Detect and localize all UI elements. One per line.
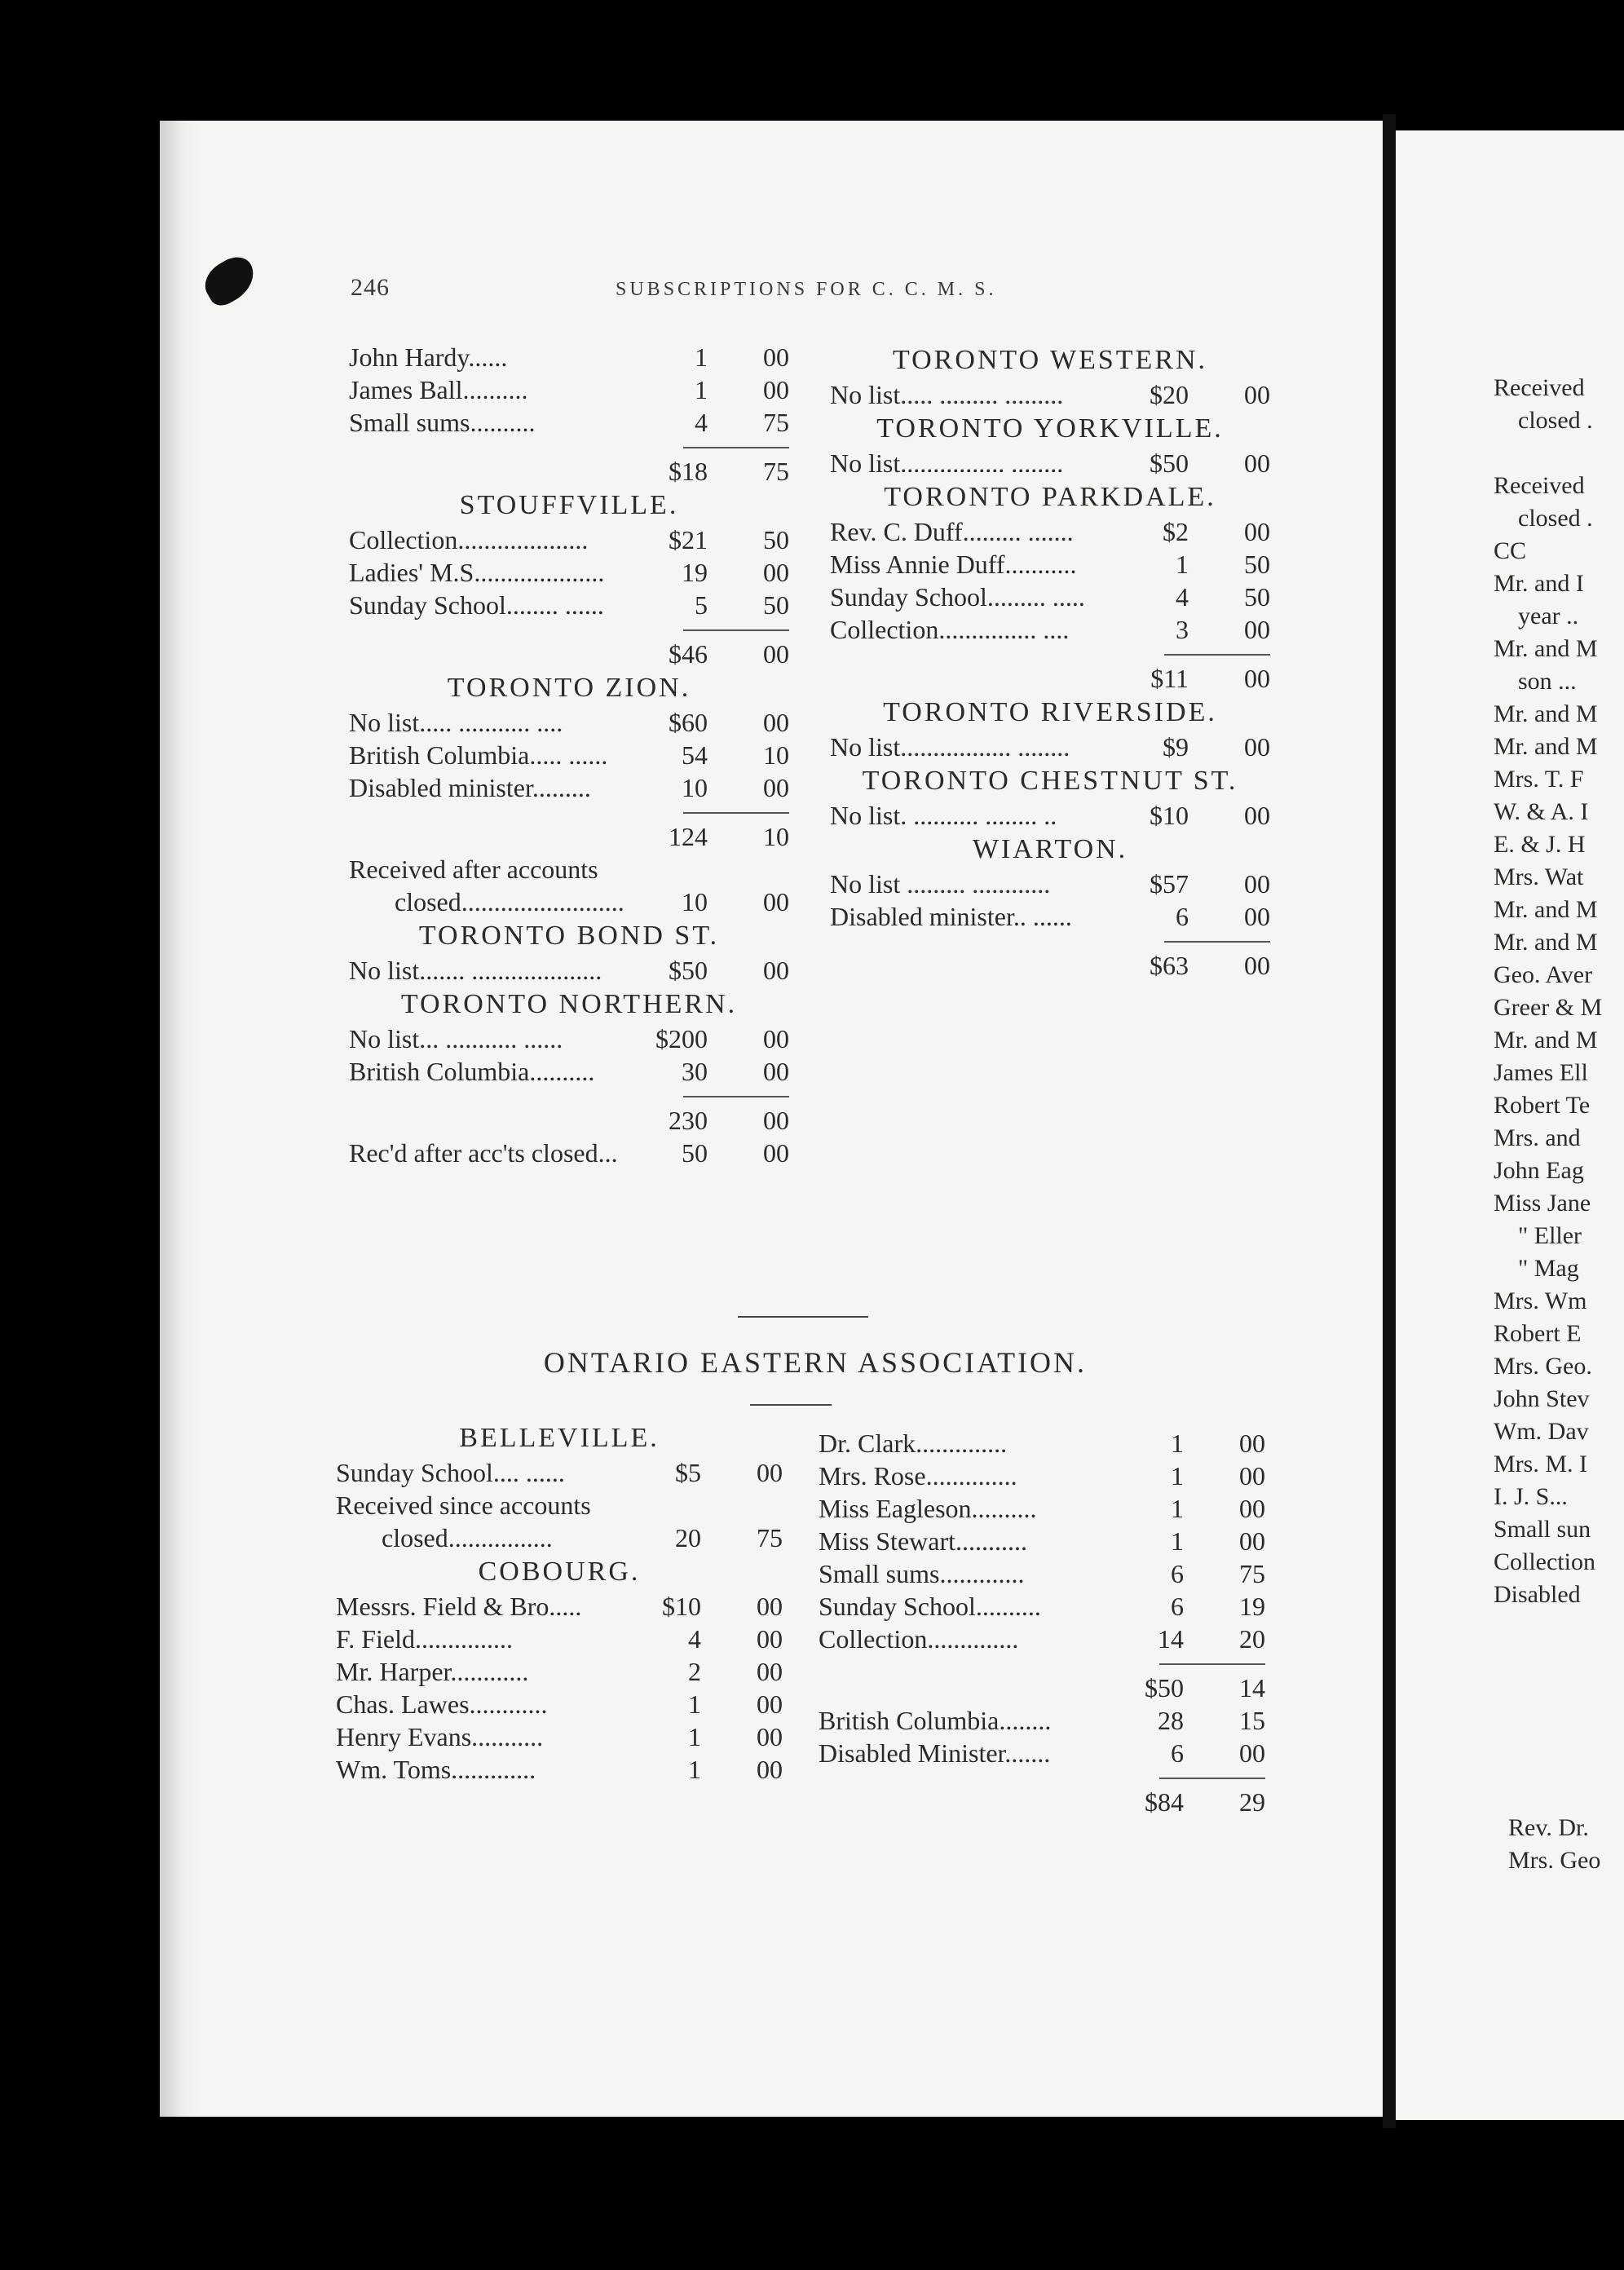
entry-label: No list................ ........ bbox=[830, 448, 1064, 478]
entry-dollars: 28 bbox=[1158, 1706, 1184, 1735]
cut-off-entry: Wm. Dav bbox=[1494, 1418, 1589, 1445]
entry-dollars: 1 bbox=[1171, 1494, 1184, 1523]
entry-row bbox=[830, 515, 1270, 548]
section-heading: TORONTO CHESTNUT ST. bbox=[862, 766, 1238, 796]
entry-cents: 10 bbox=[763, 740, 789, 770]
entry-row bbox=[349, 1137, 789, 1169]
section-heading: TORONTO NORTHERN. bbox=[400, 989, 738, 1019]
entry-row bbox=[336, 1688, 783, 1720]
entry-dollars: 6 bbox=[1176, 902, 1189, 931]
cut-off-entry: Disabled bbox=[1494, 1581, 1581, 1608]
entry-cents: 00 bbox=[1244, 951, 1270, 980]
entry-cents: 00 bbox=[763, 956, 789, 985]
entry-label: Collection.............. bbox=[819, 1624, 1019, 1654]
entry-label: James Ball.......... bbox=[349, 375, 528, 404]
section-heading: COBOURG. bbox=[478, 1557, 641, 1587]
cut-off-entry: I. J. S... bbox=[1494, 1483, 1568, 1510]
entry-row bbox=[336, 1456, 783, 1489]
entry-dollars: 6 bbox=[1171, 1592, 1184, 1621]
entry-dollars: 1 bbox=[695, 375, 708, 404]
section-divider bbox=[738, 1316, 868, 1318]
entry-dollars: 19 bbox=[682, 558, 708, 587]
right-page-text bbox=[1494, 372, 1602, 1611]
entry-row bbox=[349, 589, 789, 621]
sum-rule bbox=[349, 1088, 789, 1104]
right-column-bottom bbox=[819, 1427, 1265, 1818]
entry-cents: 00 bbox=[757, 1458, 783, 1487]
cut-off-entry: Small sun bbox=[1494, 1516, 1591, 1543]
cut-off-entry: son ... bbox=[1518, 668, 1577, 695]
entry-row bbox=[336, 1655, 783, 1688]
entry-dollars: 230 bbox=[669, 1106, 708, 1135]
entry-dollars: 4 bbox=[1176, 582, 1189, 612]
entry-cents: 00 bbox=[763, 342, 789, 372]
entry-cents: 00 bbox=[763, 1138, 789, 1168]
entry-cents: 15 bbox=[1239, 1706, 1265, 1735]
cut-off-entry: Mrs. T. F bbox=[1494, 766, 1584, 793]
total-row bbox=[819, 1786, 1265, 1818]
cut-off-entry: Mrs. Wat bbox=[1494, 863, 1584, 890]
entry-cents: 75 bbox=[763, 408, 789, 437]
entry-dollars: 30 bbox=[682, 1057, 708, 1086]
total-row bbox=[830, 662, 1270, 695]
page-gutter bbox=[1383, 114, 1396, 2128]
entry-dollars: $11 bbox=[1150, 664, 1189, 693]
entry-cents: 00 bbox=[1244, 801, 1270, 830]
entry-cents: 00 bbox=[763, 708, 789, 737]
entry-label: British Columbia..... ...... bbox=[349, 740, 608, 770]
entry-row bbox=[349, 523, 789, 556]
cut-off-entry: Received bbox=[1494, 374, 1585, 401]
entry-cents: 00 bbox=[1244, 902, 1270, 931]
entry-dollars: 5 bbox=[695, 590, 708, 620]
cut-off-entry: Mr. and M bbox=[1494, 635, 1598, 662]
entry-dollars: 2 bbox=[688, 1657, 701, 1686]
page-number: 246 bbox=[351, 274, 390, 301]
entry-row bbox=[336, 1590, 783, 1623]
entry-dollars: 1 bbox=[688, 1689, 701, 1719]
entry-cents: 00 bbox=[757, 1592, 783, 1621]
section-heading: TORONTO RIVERSIDE. bbox=[883, 697, 1217, 727]
entry-row bbox=[819, 1525, 1265, 1557]
entry-row bbox=[349, 1022, 789, 1055]
entry-cents: 00 bbox=[757, 1755, 783, 1784]
entry-label: Sunday School.... ...... bbox=[336, 1458, 565, 1487]
entry-dollars: 3 bbox=[1176, 615, 1189, 644]
entry-cents: 50 bbox=[1244, 550, 1270, 579]
sum-rule bbox=[349, 439, 789, 455]
entry-dollars: $200 bbox=[655, 1024, 708, 1053]
entry-label: Collection............... .... bbox=[830, 615, 1070, 644]
entry-label: Rev. C. Duff......... ....... bbox=[830, 517, 1074, 546]
entry-label: Miss Annie Duff........... bbox=[830, 550, 1077, 579]
entry-cents: 00 bbox=[1239, 1526, 1265, 1556]
entry-dollars: 1 bbox=[1171, 1526, 1184, 1556]
entry-dollars: $9 bbox=[1163, 732, 1189, 762]
cut-off-entry: year .. bbox=[1518, 603, 1579, 629]
total-row bbox=[349, 455, 789, 488]
entry-label: John Hardy...... bbox=[349, 342, 508, 372]
sum-rule bbox=[819, 1769, 1265, 1786]
entry-dollars: $50 bbox=[1145, 1673, 1184, 1702]
entry-row bbox=[349, 406, 789, 439]
entry-dollars: 20 bbox=[675, 1523, 701, 1552]
section-heading: TORONTO ZION. bbox=[447, 673, 691, 703]
entry-row bbox=[819, 1460, 1265, 1492]
entry-label: Mrs. Rose.............. bbox=[819, 1461, 1017, 1491]
entry-row bbox=[349, 954, 789, 987]
cut-off-entry: Geo. Aver bbox=[1494, 961, 1593, 988]
entry-dollars: $63 bbox=[1150, 951, 1189, 980]
entry-dollars: $2 bbox=[1163, 517, 1189, 546]
cut-off-entry: E. & J. H bbox=[1494, 831, 1586, 858]
entry-label: No list................. ........ bbox=[830, 732, 1070, 762]
left-column-bottom bbox=[336, 1420, 783, 1786]
entry-text: Received after accounts bbox=[349, 855, 598, 884]
entry-dollars: $84 bbox=[1145, 1787, 1184, 1817]
entry-cents: 00 bbox=[1244, 869, 1270, 899]
title-underline bbox=[750, 1404, 832, 1406]
entry-row bbox=[819, 1623, 1265, 1655]
entry-row bbox=[349, 706, 789, 739]
cut-off-entry: Received bbox=[1494, 472, 1585, 499]
entry-label: Small sums.......... bbox=[349, 408, 536, 437]
entry-cents: 19 bbox=[1239, 1592, 1265, 1621]
section-heading: STOUFFVILLE. bbox=[459, 490, 679, 520]
entry-cents: 00 bbox=[763, 1057, 789, 1086]
entry-text: Received since accounts bbox=[336, 1491, 591, 1520]
entry-dollars: 1 bbox=[688, 1755, 701, 1784]
entry-label: Collection.................... bbox=[349, 525, 589, 554]
entry-row bbox=[830, 581, 1270, 613]
entry-label: Ladies' M.S.................... bbox=[349, 558, 605, 587]
entry-dollars: 1 bbox=[1176, 550, 1189, 579]
entry-label: Messrs. Field & Bro..... bbox=[336, 1592, 582, 1621]
entry-label: Disabled Minister....... bbox=[819, 1738, 1051, 1768]
cut-off-entry: Mrs. Geo. bbox=[1494, 1353, 1592, 1380]
entry-label: British Columbia.......... bbox=[349, 1057, 595, 1086]
entry-cents: 00 bbox=[763, 639, 789, 669]
entry-cents: 75 bbox=[763, 457, 789, 486]
entry-dollars: $50 bbox=[669, 956, 708, 985]
entry-row bbox=[349, 885, 789, 918]
entry-row bbox=[830, 613, 1270, 646]
running-title: SUBSCRIPTIONS FOR C. C. M. S. bbox=[616, 279, 997, 300]
entry-dollars: $46 bbox=[669, 639, 708, 669]
entry-row bbox=[819, 1492, 1265, 1525]
cut-off-entry: Mrs. and bbox=[1494, 1124, 1581, 1151]
entry-dollars: 1 bbox=[688, 1722, 701, 1751]
entry-dollars: 10 bbox=[682, 773, 708, 802]
entry-row bbox=[830, 799, 1270, 832]
entry-cents: 50 bbox=[763, 525, 789, 554]
entry-cents: 50 bbox=[763, 590, 789, 620]
entry-dollars: $60 bbox=[669, 708, 708, 737]
entry-cents: 29 bbox=[1239, 1787, 1265, 1817]
entry-dollars: 14 bbox=[1158, 1624, 1184, 1654]
entry-row bbox=[830, 868, 1270, 900]
entry-dollars: 10 bbox=[682, 887, 708, 916]
entry-row bbox=[819, 1557, 1265, 1590]
entry-cents: 20 bbox=[1239, 1624, 1265, 1654]
entry-label: Sunday School......... ..... bbox=[830, 582, 1085, 612]
cut-off-entry: Mr. and M bbox=[1494, 1027, 1598, 1053]
cut-off-entry: Robert E bbox=[1494, 1320, 1582, 1347]
cut-off-entry: John Stev bbox=[1494, 1385, 1590, 1412]
entry-dollars: 1 bbox=[1171, 1429, 1184, 1458]
total-row bbox=[830, 949, 1270, 982]
sum-rule bbox=[349, 804, 789, 820]
entry-cents: 75 bbox=[1239, 1559, 1265, 1588]
entry-row bbox=[349, 771, 789, 804]
entry-cents: 00 bbox=[763, 1024, 789, 1053]
right-page-bottom-text bbox=[1508, 1812, 1600, 1877]
entry-dollars: 4 bbox=[695, 408, 708, 437]
entry-label: Disabled minister.. ...... bbox=[830, 902, 1072, 931]
cut-off-entry: Mrs. Wm bbox=[1494, 1287, 1587, 1314]
association-title: ONTARIO EASTERN ASSOCIATION. bbox=[543, 1346, 1088, 1379]
entry-row bbox=[349, 373, 789, 406]
entry-cents: 00 bbox=[757, 1657, 783, 1686]
cut-off-entry: Rev. Dr. bbox=[1508, 1814, 1589, 1841]
entry-cents: 00 bbox=[1244, 732, 1270, 762]
sum-rule bbox=[830, 933, 1270, 949]
entry-label: Rec'd after acc'ts closed... bbox=[349, 1138, 618, 1168]
entry-dollars: $21 bbox=[669, 525, 708, 554]
sum-rule bbox=[830, 646, 1270, 662]
entry-cents: 00 bbox=[1244, 517, 1270, 546]
cut-off-entry: Mr. and M bbox=[1494, 929, 1598, 956]
cut-off-entry: closed . bbox=[1518, 407, 1593, 434]
entry-row bbox=[336, 1623, 783, 1655]
entry-dollars: 6 bbox=[1171, 1738, 1184, 1768]
entry-row bbox=[819, 1590, 1265, 1623]
cut-off-entry: Mrs. Geo bbox=[1508, 1847, 1601, 1874]
entry-cents: 10 bbox=[763, 822, 789, 851]
entry-cents: 00 bbox=[1239, 1494, 1265, 1523]
section-heading: TORONTO BOND ST. bbox=[418, 921, 720, 951]
entry-dollars: $10 bbox=[662, 1592, 701, 1621]
entry-dollars: $18 bbox=[669, 457, 708, 486]
cut-off-entry: " Mag bbox=[1518, 1255, 1579, 1282]
entry-cents: 14 bbox=[1239, 1673, 1265, 1702]
page-header bbox=[351, 274, 1280, 310]
entry-dollars: $10 bbox=[1150, 801, 1189, 830]
cut-off-entry: John Eag bbox=[1494, 1157, 1584, 1184]
total-row bbox=[349, 1104, 789, 1137]
entry-cents: 50 bbox=[1244, 582, 1270, 612]
entry-cents: 00 bbox=[1239, 1738, 1265, 1768]
cut-off-entry: Mr. and M bbox=[1494, 733, 1598, 760]
cut-off-entry: CC bbox=[1494, 537, 1527, 564]
entry-label: Sunday School.......... bbox=[819, 1592, 1041, 1621]
entry-row bbox=[830, 731, 1270, 763]
entry-cents: 00 bbox=[757, 1624, 783, 1654]
cut-off-entry: Collection bbox=[1494, 1548, 1595, 1575]
entry-row bbox=[830, 447, 1270, 479]
entry-cents: 00 bbox=[1239, 1429, 1265, 1458]
entry-dollars: 54 bbox=[682, 740, 708, 770]
entry-label: Chas. Lawes............ bbox=[336, 1689, 548, 1719]
entry-label: No list... ........... ...... bbox=[349, 1024, 563, 1053]
entry-cents: 00 bbox=[757, 1722, 783, 1751]
entry-dollars: $50 bbox=[1150, 448, 1189, 478]
cut-off-entry bbox=[1494, 437, 1602, 470]
cut-off-entry: Miss Jane bbox=[1494, 1190, 1591, 1217]
cut-off-entry: W. & A. I bbox=[1494, 798, 1589, 825]
entry-row bbox=[830, 900, 1270, 933]
right-column-top bbox=[830, 342, 1270, 982]
entry-label: Disabled minister......... bbox=[349, 773, 591, 802]
section-heading: TORONTO PARKDALE. bbox=[884, 482, 1216, 512]
entry-label: No list. .......... ........ .. bbox=[830, 801, 1057, 830]
entry-dollars: 4 bbox=[688, 1624, 701, 1654]
entry-row bbox=[819, 1737, 1265, 1769]
entry-cents: 00 bbox=[763, 1106, 789, 1135]
section-heading: BELLEVILLE. bbox=[459, 1423, 660, 1453]
entry-row bbox=[336, 1720, 783, 1753]
cut-off-entry: Greer & M bbox=[1494, 994, 1603, 1021]
cut-off-entry: Mr. and M bbox=[1494, 896, 1598, 923]
entry-dollars: 50 bbox=[682, 1138, 708, 1168]
entry-label: Miss Eagleson.......... bbox=[819, 1494, 1037, 1523]
entry-row bbox=[349, 739, 789, 771]
entry-dollars: $57 bbox=[1150, 869, 1189, 899]
entry-label: closed................ bbox=[382, 1523, 553, 1552]
entry-row bbox=[830, 548, 1270, 581]
entry-cents: 00 bbox=[1244, 615, 1270, 644]
entry-cents: 00 bbox=[1239, 1461, 1265, 1491]
entry-label: F. Field............... bbox=[336, 1624, 514, 1654]
section-heading: TORONTO WESTERN. bbox=[892, 345, 1208, 375]
entry-dollars: 6 bbox=[1171, 1559, 1184, 1588]
left-column-top bbox=[349, 341, 789, 1169]
entry-row bbox=[349, 556, 789, 589]
sum-rule bbox=[349, 621, 789, 638]
entry-row bbox=[819, 1427, 1265, 1460]
entry-label: No list ......... ............ bbox=[830, 869, 1051, 899]
sum-rule bbox=[819, 1655, 1265, 1672]
total-row bbox=[349, 638, 789, 670]
cut-off-entry: Robert Te bbox=[1494, 1092, 1591, 1119]
entry-cents: 00 bbox=[763, 887, 789, 916]
entry-row bbox=[830, 378, 1270, 411]
entry-label: British Columbia........ bbox=[819, 1706, 1052, 1735]
entry-label: Small sums............. bbox=[819, 1559, 1025, 1588]
entry-label: No list..... ........... .... bbox=[349, 708, 563, 737]
cut-off-entry: Mrs. M. I bbox=[1494, 1451, 1588, 1477]
entry-dollars: 124 bbox=[669, 822, 708, 851]
cut-off-entry: " Eller bbox=[1518, 1222, 1582, 1249]
entry-cents: 00 bbox=[763, 558, 789, 587]
entry-label: Henry Evans........... bbox=[336, 1722, 544, 1751]
entry-label: Miss Stewart........... bbox=[819, 1526, 1027, 1556]
entry-label: Dr. Clark.............. bbox=[819, 1429, 1008, 1458]
cut-off-entry: Mr. and M bbox=[1494, 700, 1598, 727]
entry-label: closed......................... bbox=[395, 887, 624, 916]
entry-label: Wm. Toms............. bbox=[336, 1755, 536, 1784]
total-row bbox=[819, 1672, 1265, 1704]
entry-dollars: $20 bbox=[1150, 380, 1189, 409]
entry-row bbox=[819, 1704, 1265, 1737]
entry-row bbox=[336, 1753, 783, 1786]
book-spine bbox=[160, 121, 201, 2117]
entry-cents: 00 bbox=[1244, 664, 1270, 693]
entry-cents: 00 bbox=[1244, 380, 1270, 409]
cut-off-entry: Mr. and I bbox=[1494, 570, 1584, 597]
entry-row bbox=[336, 1521, 783, 1554]
entry-cents: 00 bbox=[1244, 448, 1270, 478]
cut-off-entry: James Ell bbox=[1494, 1059, 1588, 1086]
entry-dollars: 1 bbox=[1171, 1461, 1184, 1491]
entry-row bbox=[349, 341, 789, 373]
entry-cents: 00 bbox=[763, 773, 789, 802]
section-heading: TORONTO YORKVILLE. bbox=[876, 413, 1224, 444]
entry-cents: 00 bbox=[763, 375, 789, 404]
total-row bbox=[349, 820, 789, 853]
entry-dollars: 1 bbox=[695, 342, 708, 372]
entry-label: No list....... .................... bbox=[349, 956, 602, 985]
cut-off-entry: closed . bbox=[1518, 505, 1593, 532]
entry-row bbox=[349, 1055, 789, 1088]
entry-label: Sunday School........ ...... bbox=[349, 590, 604, 620]
entry-label: Mr. Harper............ bbox=[336, 1657, 529, 1686]
entry-cents: 00 bbox=[757, 1689, 783, 1719]
entry-label: No list..... ......... ......... bbox=[830, 380, 1064, 409]
entry-dollars: $5 bbox=[675, 1458, 701, 1487]
entry-cents: 75 bbox=[757, 1523, 783, 1552]
section-heading: WIARTON. bbox=[972, 834, 1128, 864]
